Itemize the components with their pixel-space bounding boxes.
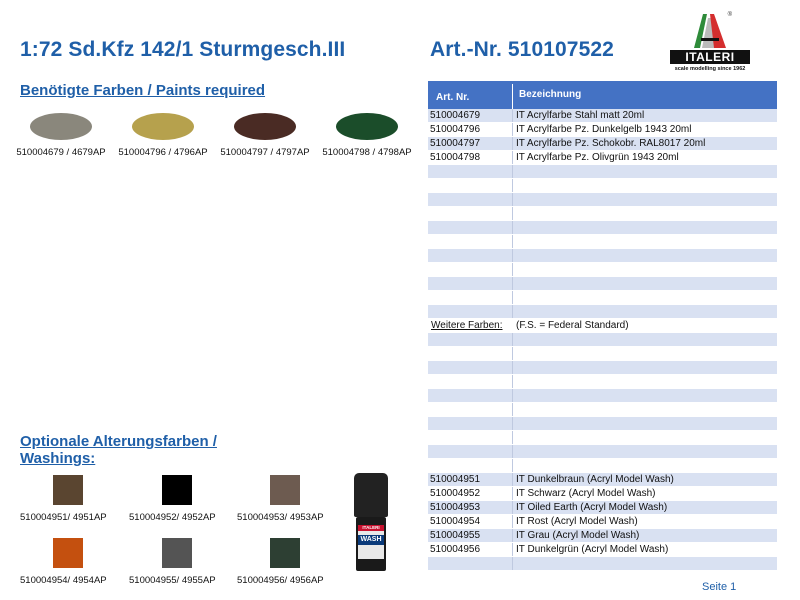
table-row [428, 305, 777, 319]
italeri-flag-icon [670, 10, 750, 50]
cell-bezeichnung [513, 221, 777, 234]
paint-color-oval [30, 113, 92, 140]
cell-bezeichnung [513, 179, 777, 192]
cell-art-nr [428, 389, 513, 402]
table-row [428, 445, 777, 459]
wash-code: 510004953/ 4953AP [237, 512, 324, 523]
table-row [428, 375, 777, 389]
cell-art-nr: 510004679 [428, 109, 513, 122]
cell-art-nr: 510004797 [428, 137, 513, 150]
paint-swatch [215, 113, 315, 158]
bottle-wash-label: WASH [358, 535, 384, 545]
paint-swatch [317, 113, 417, 158]
model-title: 1:72 Sd.Kfz 142/1 Sturmgesch.III [20, 38, 346, 61]
table-row [428, 487, 777, 501]
cell-bezeichnung [513, 193, 777, 206]
cell-art-nr [428, 445, 513, 458]
table-row [428, 319, 777, 333]
cell-bezeichnung [513, 249, 777, 262]
wash-color-square [162, 538, 192, 568]
cell-bezeichnung: IT Rost (Acryl Model Wash) [516, 516, 638, 527]
wash-color-square [162, 475, 192, 505]
cell-art-nr [428, 235, 513, 248]
registered-mark: ® [727, 12, 732, 18]
wash-swatch [237, 538, 337, 586]
table-row [428, 291, 777, 305]
cell-art-nr: 510004798 [428, 151, 513, 164]
logo-tagline: scale modelling since 1962 [674, 66, 746, 72]
article-number: Art.-Nr. 510107522 [430, 38, 614, 61]
wash-color-square [270, 538, 300, 568]
table-row [428, 557, 777, 571]
cell-bezeichnung [513, 375, 777, 388]
cell-art-nr: Weitere Farben: [431, 320, 503, 331]
cell-bezeichnung [513, 291, 777, 304]
table-row [428, 207, 777, 221]
wash-code: 510004951/ 4951AP [20, 512, 107, 523]
paint-color-oval [132, 113, 194, 140]
table-row [428, 361, 777, 375]
table-row [428, 459, 777, 473]
table-row [428, 123, 777, 137]
cell-art-nr [428, 165, 513, 178]
wash-swatch [20, 538, 120, 586]
bottle-brand: ITALERI [358, 525, 384, 531]
paint-table [428, 81, 777, 571]
wash-bottle-image [351, 473, 391, 573]
cell-bezeichnung: IT Schwarz (Acryl Model Wash) [516, 488, 656, 499]
cell-art-nr [428, 291, 513, 304]
table-row [428, 347, 777, 361]
table-row [428, 417, 777, 431]
cell-bezeichnung [513, 361, 777, 374]
cell-art-nr: 510004951 [428, 473, 513, 486]
cell-art-nr [428, 459, 513, 472]
cell-bezeichnung: (F.S. = Federal Standard) [516, 320, 629, 331]
italeri-logo [670, 10, 750, 74]
cell-bezeichnung [513, 389, 777, 402]
cell-bezeichnung [513, 305, 777, 318]
wash-swatch [237, 475, 337, 523]
cell-bezeichnung [513, 459, 777, 472]
cell-bezeichnung: IT Dunkelbraun (Acryl Model Wash) [516, 474, 674, 485]
cell-art-nr [428, 263, 513, 276]
cell-bezeichnung [513, 557, 777, 570]
wash-swatch [20, 475, 120, 523]
cell-art-nr: 510004952 [428, 487, 513, 500]
cell-art-nr: 510004956 [428, 543, 513, 556]
cell-bezeichnung: IT Acrylfarbe Stahl matt 20ml [516, 110, 645, 121]
table-row [428, 249, 777, 263]
page-number: Seite 1 [702, 581, 737, 593]
bottle-label [358, 525, 384, 559]
cell-bezeichnung [513, 417, 777, 430]
table-row [428, 501, 777, 515]
cell-bezeichnung [513, 333, 777, 346]
cell-bezeichnung: IT Acrylfarbe Pz. Schokobr. RAL8017 20ml [516, 138, 706, 149]
table-row [428, 333, 777, 347]
table-row [428, 473, 777, 487]
cell-art-nr [428, 557, 513, 570]
cell-bezeichnung [513, 347, 777, 360]
logo-wordmark: ITALERI [670, 50, 750, 64]
cell-art-nr [428, 375, 513, 388]
paint-code: 510004679 / 4679AP [16, 147, 106, 158]
table-row [428, 403, 777, 417]
column-header-bezeichnung: Bezeichnung [519, 89, 582, 100]
table-row [428, 151, 777, 165]
paint-color-oval [336, 113, 398, 140]
table-row [428, 277, 777, 291]
table-row [428, 543, 777, 557]
cell-art-nr: 510004796 [428, 123, 513, 136]
paint-color-oval [234, 113, 296, 140]
table-row [428, 137, 777, 151]
paint-code: 510004797 / 4797AP [220, 147, 310, 158]
cell-art-nr [428, 431, 513, 444]
washings-heading: Optionale Alterungsfarben / Washings: [20, 433, 217, 467]
cell-art-nr [428, 403, 513, 416]
cell-bezeichnung [513, 207, 777, 220]
cell-bezeichnung [513, 431, 777, 444]
cell-art-nr: 510004955 [428, 529, 513, 542]
cell-art-nr [428, 347, 513, 360]
paint-code: 510004798 / 4798AP [322, 147, 412, 158]
wash-color-square [53, 538, 83, 568]
cell-art-nr [428, 207, 513, 220]
wash-swatch [129, 475, 229, 523]
cell-bezeichnung [513, 263, 777, 276]
wash-color-square [53, 475, 83, 505]
wash-code: 510004954/ 4954AP [20, 575, 107, 586]
cell-bezeichnung: IT Grau (Acryl Model Wash) [516, 530, 640, 541]
wash-color-square [270, 475, 300, 505]
wash-code: 510004955/ 4955AP [129, 575, 216, 586]
table-row [428, 529, 777, 543]
paint-code: 510004796 / 4796AP [118, 147, 208, 158]
cell-bezeichnung: IT Oiled Earth (Acryl Model Wash) [516, 502, 668, 513]
table-row [428, 179, 777, 193]
cell-art-nr [428, 179, 513, 192]
cell-bezeichnung: IT Acrylfarbe Pz. Dunkelgelb 1943 20ml [516, 124, 692, 135]
cell-art-nr [428, 305, 513, 318]
cell-bezeichnung [513, 235, 777, 248]
cell-bezeichnung [513, 277, 777, 290]
cell-bezeichnung [513, 165, 777, 178]
cell-bezeichnung: IT Dunkelgrün (Acryl Model Wash) [516, 544, 669, 555]
cell-art-nr: 510004953 [428, 501, 513, 514]
cell-art-nr [428, 221, 513, 234]
paint-swatch [11, 113, 111, 158]
cell-art-nr [428, 333, 513, 346]
table-row [428, 193, 777, 207]
wash-swatch [129, 538, 229, 586]
wash-code: 510004956/ 4956AP [237, 575, 324, 586]
cell-art-nr [428, 417, 513, 430]
table-row [428, 109, 777, 123]
cell-art-nr [428, 361, 513, 374]
cell-bezeichnung: IT Acrylfarbe Pz. Olivgrün 1943 20ml [516, 152, 679, 163]
cell-art-nr [428, 249, 513, 262]
table-header [428, 81, 777, 109]
cell-art-nr: 510004954 [428, 515, 513, 528]
table-row [428, 515, 777, 529]
table-row [428, 431, 777, 445]
cell-art-nr [428, 193, 513, 206]
wash-code: 510004952/ 4952AP [129, 512, 216, 523]
table-row [428, 263, 777, 277]
column-header-art-nr: Art. Nr. [428, 84, 513, 109]
paint-swatch [113, 113, 213, 158]
cell-art-nr [428, 277, 513, 290]
cell-bezeichnung [513, 445, 777, 458]
bottle-cap [354, 473, 388, 517]
paints-required-heading: Benötigte Farben / Paints required [20, 82, 266, 99]
table-row [428, 389, 777, 403]
cell-bezeichnung [513, 403, 777, 416]
table-row [428, 165, 777, 179]
table-row [428, 221, 777, 235]
table-row [428, 235, 777, 249]
